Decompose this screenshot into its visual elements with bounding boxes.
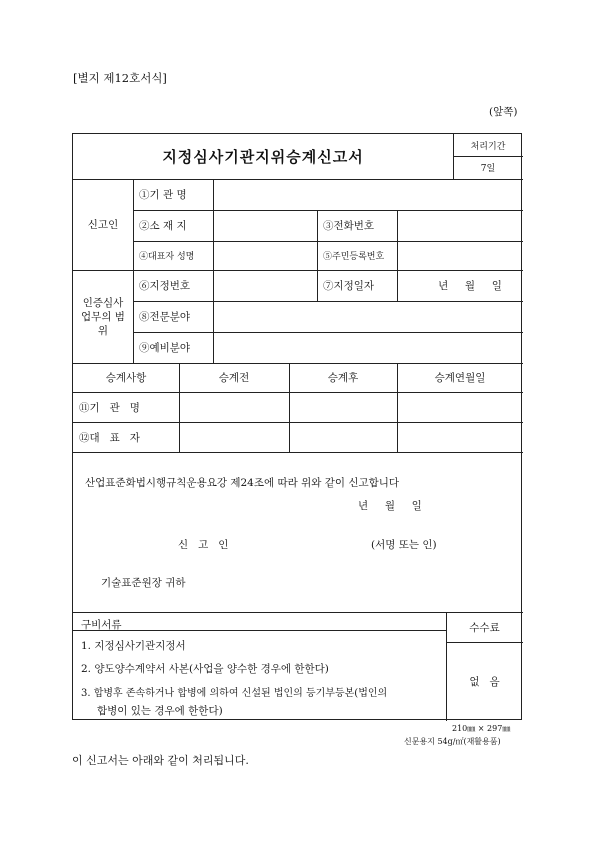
reporter-section-label: 신고인	[87, 219, 119, 231]
signature-placeholder[interactable]: (서명 또는 인)	[371, 539, 437, 551]
succession-row-representative-label: ⑫대 표 자	[79, 431, 140, 444]
declarant-label: 신 고 인	[178, 539, 229, 551]
front-side-label: (앞쪽)	[489, 106, 518, 118]
succession-org-after-field[interactable]	[289, 392, 397, 422]
designation-date-value[interactable]: 년 월 일	[438, 280, 502, 292]
specialty-field[interactable]	[213, 301, 523, 332]
address-field[interactable]	[213, 210, 317, 241]
specialty-label: ⑧전문분야	[139, 311, 191, 323]
fee-label: 수수료	[469, 621, 500, 634]
fee-value: 없 음	[469, 676, 500, 688]
org-name-field[interactable]	[213, 179, 523, 210]
preliminary-field[interactable]	[213, 332, 523, 363]
processing-note: 이 신고서는 아래와 같이 처리됩니다.	[72, 754, 249, 767]
rep-name-field[interactable]	[213, 241, 317, 270]
designation-number-label: ⑥지정번호	[139, 280, 191, 292]
required-document-3-line2: 합병이 있는 경우에 한한다)	[97, 705, 223, 717]
address-label: ②소 재 지	[139, 220, 187, 232]
succession-header-date: 승계연월일	[434, 372, 486, 384]
org-name-label: ①기 관 명	[139, 189, 187, 201]
declaration-date[interactable]: 년 월 일	[358, 500, 422, 512]
rrn-field[interactable]	[397, 241, 523, 270]
succession-org-date-field[interactable]	[397, 392, 523, 422]
required-document-3-line1: 3. 합병후 존속하거나 합병에 의하여 신설된 법인의 등기부등본(법인의	[81, 688, 388, 699]
succession-rep-date-field[interactable]	[397, 422, 523, 452]
required-documents-title: 구비서류	[81, 619, 122, 631]
form-title: 지정심사기관지위승계신고서	[162, 148, 364, 166]
paper-size-label: 210㎜ × 297㎜	[452, 724, 511, 733]
declaration-text: 산업표준화법시행규칙운용요강 제24조에 따라 위와 같이 신고합니다	[85, 477, 400, 489]
declaration-form	[72, 133, 522, 720]
phone-field[interactable]	[397, 210, 523, 241]
designation-number-field[interactable]	[213, 270, 317, 301]
paper-type-label: 신문용지 54g/㎡(재활용품)	[404, 737, 501, 746]
required-document-1: 1. 지정심사기관지정서	[81, 640, 186, 652]
designation-date-label: ⑦지정일자	[323, 280, 375, 292]
scope-section-label: 인증심사 업무의 범위	[81, 296, 125, 337]
phone-label: ③전화번호	[323, 220, 375, 232]
succession-rep-before-field[interactable]	[179, 422, 289, 452]
succession-header-item: 승계사항	[105, 372, 147, 384]
succession-rep-after-field[interactable]	[289, 422, 397, 452]
succession-header-before: 승계전	[218, 372, 250, 384]
preliminary-field-label: ⑨예비분야	[139, 342, 191, 354]
required-document-2: 2. 양도양수계약서 사본(사업을 양수한 경우에 한한다)	[81, 663, 329, 675]
succession-row-org-name-label: ⑪기 관 명	[79, 401, 140, 414]
processing-period-label: 처리기간	[470, 141, 506, 152]
processing-period-value: 7일	[480, 164, 496, 174]
addressee-label: 기술표준원장 귀하	[101, 577, 186, 589]
rrn-label: ⑤주민등록번호	[323, 252, 385, 262]
succession-org-before-field[interactable]	[179, 392, 289, 422]
succession-header-after: 승계후	[327, 372, 359, 384]
form-number-label: [별지 제12호서식]	[73, 71, 167, 85]
rep-name-label: ④대표자 성명	[139, 252, 195, 262]
